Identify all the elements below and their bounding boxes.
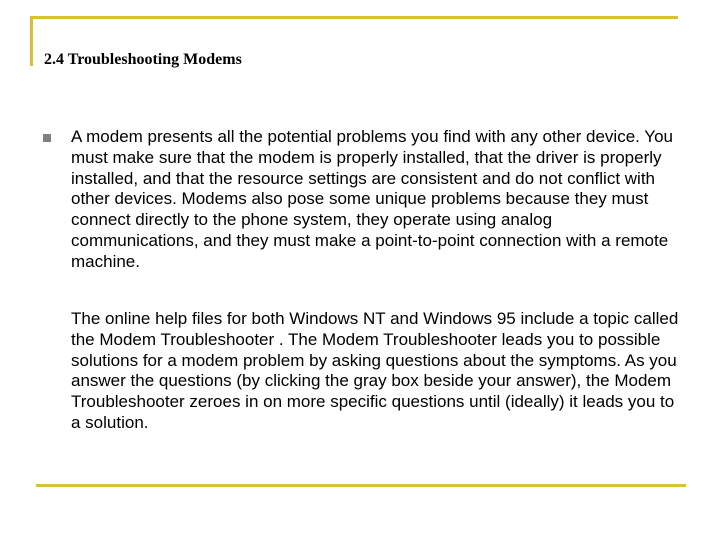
frame-bottom-rule (36, 484, 686, 487)
body-paragraph-1: A modem presents all the potential problems you find with any other device. You must make sure that the modem is properly installed, that the driver is properly installed, and that the resource settings are consistent and do not conflict with other devices. Modems also pose some unique problems because they must connect directly to the phone system, they operate using analog communications, and they must make a point-to-point connection with a remote machine. (71, 127, 673, 271)
frame-left-rule (30, 16, 33, 66)
body-paragraph-2: The online help files for both Windows NT and Windows 95 include a topic called the Modem Troubleshooter . The Modem Troubleshooter leads you to possible solutions for a modem problem by asking questions about the symptoms. As you answer the questions (by clicking the gray box beside your answer), the Modem Troubleshooter zeroes in on more specific questions until (ideally) it leads you to a solution. (71, 309, 679, 432)
frame-top-rule (30, 16, 678, 19)
square-bullet-icon (43, 134, 51, 142)
slide-title: 2.4 Troubleshooting Modems (44, 51, 242, 68)
